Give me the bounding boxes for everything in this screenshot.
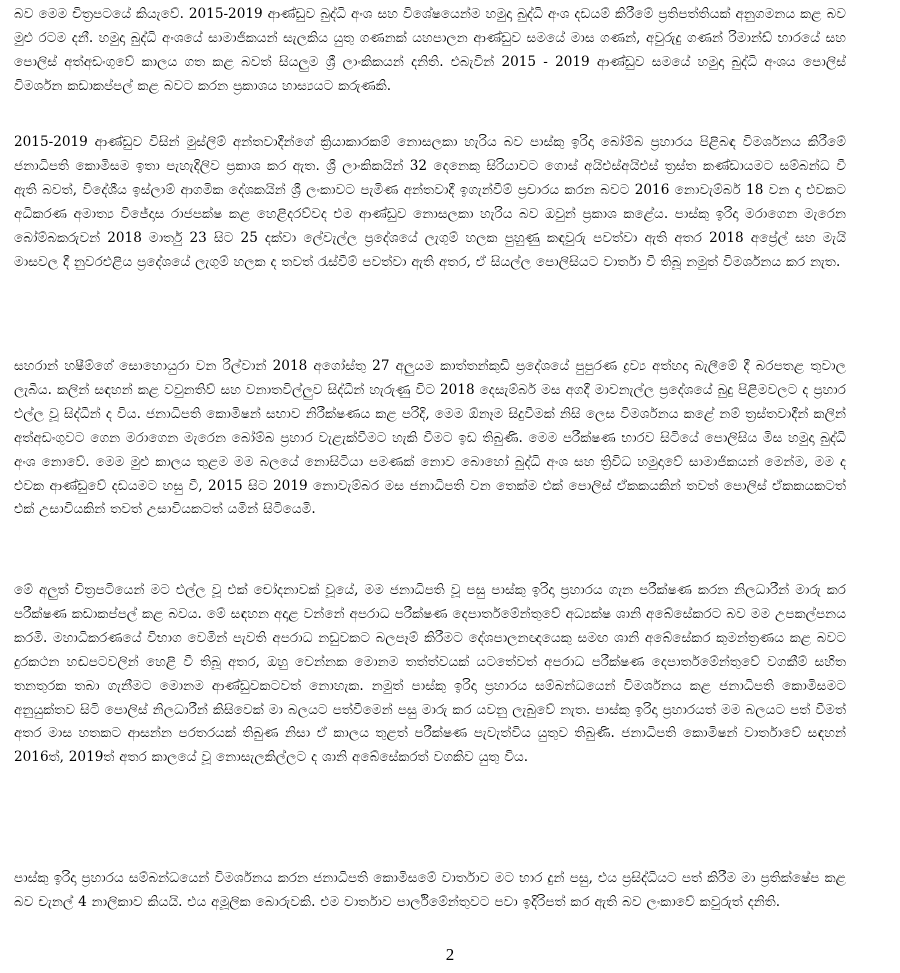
paragraph-3: සහරාන් හෂීම්ගේ සොහොයුරා වන රිල්වාන් 2018 අගෝස්තු 27 අලුයම කාත්තන්කුඩි ප්‍රදේශයේ පුපුරණ ද්‍රව්‍ය අත්හදා බැලීමේ දී බරපතළ තුවාල ලැබීය. කලින් සඳහන් කළ වවුනතිව් සහ වනාතවිල්ලුව සිද්ධීන් හැරුණු විට 2018 දෙසැම්බර් මස අගදී මාවනැල්ල ප්‍රදේශයේ බුදු පිළිමවලට ද ප්‍රහාර එල්ල වූ සිද්ධීන් ද විය. ජනාධිපති කොමිෂන් සභාව නිරීක්ෂණය කළ පරිදි, මෙම ඕනෑම සිදුවීමක් නිසි ලෙස විමර්ශනය කළේ නම් ත්‍රස්තවාදීන් කලින් අත්අඩංගුවට ගෙන මරාගෙන මැරෙන බෝම්බ ප්‍රහාර වැළැක්වීමට හැකි වීමට ඉඩ තිබුණි. මෙම පරීක්ෂණ භාරව සිටියේ පොලිසිය මිස හමුදා බුද්ධි අංශ නොවේ. මෙම මුළු කාලය තුළම මම බලයේ නොසිටියා පමණක් නොව බොහෝ බුද්ධි අංශ සහ ත්‍රිවිධ හමුදාවේ සාමාජිකයන් මෙන්ම, මම ද එවක ආණ්ඩුවේ දඩයමට හසු වී, 2015 සිට 2019 නොවැම්බර මස ජනාධිපති වන තෙක්ම එක් පොලිස් ඒකකයකින් තවත් පොලිස් ඒකකයකටත් එක් උසාවියකින් තවත් උසාවියකටත් යමින් සිටියෙමි. [14,358,846,518]
paragraph-5: පාස්කු ඉරිදා ප්‍රහාරය සම්බන්ධයෙන් විමර්ශනය කරන ජනාධිපති කොමිසමේ වාර්තාව මට භාර දුන් පසු, එය ප්‍රසිද්ධියට පත් කිරීම මා ප්‍රතික්ෂේප කළ බව චැනල් 4 නාලිකාව කියයි. එය අමූලික බොරුවකි. එම වාර්තාව පාර්ලිමේන්තුවට පවා ඉදිරිපත් කර ඇති බව ලංකාවේ කවුරුත් දනිති. [14,870,846,910]
paragraph-4: මේ අලුත් චිත්‍රපටියෙන් මට එල්ල වූ එක් චෝදනාවක් වූයේ, මම ජනාධිපති වූ පසු පාස්කු ඉරිදා ප්‍රහාරය ගැන පරීක්ෂණ කරන නිලධාරීන් මාරු කර පරීක්ෂණ කඩාකප්පල් කළ බවය. මේ සඳහන අදාළ වන්නේ අපරාධ පරීක්ෂණ දෙපාර්තමේන්තුවේ අධ්‍යක්ෂ ශානි අබේසේකරට බව මම උපකල්පනය කරමි. මහාධිකරණයේ විභාග වෙමින් පැවති අපරාධ නඩුවකට බලපෑම් කිරීමට දේශපාලනඥයෙකු සමඟ ශානි අබේසේකර කුමන්ත්‍රණය කළ බවට දුරකථන හඬපටවලින් හෙළි වී තිබූ අතර, ඔහු වෙන්නක මොනම තත්ත්වයක් යටතේවත් අපරාධ පරීක්ෂණ දෙපාර්තමේන්තුවේ වගකීම් සහිත තනතුරක තබා ගැනීමට මොනම ආණ්ඩුවකටවත් නොහැක. නමුත් පාස්කු ඉරිදා ප්‍රහාරය සම්බන්ධයෙන් විමර්ශනය කළ ජනාධිපති කොමිසමට අනුයුක්තව සිටි පොලිස් නිලධාරීන් කිසිවෙක් මා බලයට පත්වීමෙන් පසු මාරු කර යවනු ලැබුවේ නැත. පාස්කු ඉරිදා ප්‍රහාරයත් මම බලයට පත් වීමත් අතර මාස හතකට ආසන්න පරතරයක් තිබුණ නිසා ඒ කාලය තුළත් පරීක්ෂණ පැවැත්විය යුතුව තිබුණි. ජනාධිපති කොමිෂන් වාර්තාවේ සඳහන් 2016ත්, 2019ත් අතර කාලයේ වූ නොසැලකිල්ලට ද ශානි අබේසේකරත් වගකිව යුතු විය. [14,582,846,766]
paragraph-1: බව මෙම චිත්‍රපටයේ කියැවේ. 2015-2019 ආණ්ඩුව බුද්ධි අංශ සහ විශේෂයෙන්ම හමුදා බුද්ධි අංශ දඩයම් කිරීමේ ප්‍රතිපත්තියක් අනුගමනය කළ බව මුළු රටම දනී. හමුදා බුද්ධි අංශයේ සාමාජිකයන් සැලකිය යුතු ගණනක් යහපාලන ආණ්ඩුව සමයේ මාස ගණන්, අවුරුදු ගණන් රිමාන්ඩ් භාරයේ සහ පොලිස් අත්අඩංගුවේ කාලය ගත කළ බවත් සියලුම ශ්‍රී ලාංකිකයන් දනිති. එබැවින් 2015 - 2019 ආණ්ඩුව සමයේ හමුදා බුද්ධි අංශය පොලිස් විමර්ශන කඩාකප්පල් කළ බවට කරන ප්‍රකාශය හාස්‍යයට කරුණකි. [14,6,846,94]
page-number: 2 [445,945,455,964]
paragraph-2: 2015-2019 ආණ්ඩුව විසින් මුස්ලිම් අන්තවාදීන්ගේ ක්‍රියාකාරකම් නොසලකා හැරිය බව පාස්කු ඉරිදා බෝම්බ ප්‍රහාරය පිළිබඳ විමර්ශනය කිරීමේ ජනාධිපති කොමිසම ඉතා පැහැදිලිව ප්‍රකාශ කර ඇත. ශ්‍රී ලාංකිකයින් 32 දෙනෙකු සිරියාවට ගොස් අයිඑස්අයිඑස් ත්‍රස්ත කණ්ඩායමට සම්බන්ධ වී ඇති බවත්, විදේශීය ඉස්ලාම් ආගමික දේශකයින් ශ්‍රී ලංකාවට පැමිණ අන්තවාදී ඉගැන්වීම් ප්‍රචාරය කරන බවට 2016 නොවැම්බර් 18 වන දා එවකට අධිකරණ අමාත්‍ය විජේදාස රාජපක්ෂ කළ හෙළිදරව්වද එම ආණ්ඩුව නොසලකා හැරිය බව ඔවුන් ප්‍රකාශ කළේය. පාස්කු ඉරිදා මරාගෙන මැරෙන බෝම්බකරුවන් 2018 මාර්තු 23 සිට 25 දක්වා ලේවැල්ල ප්‍රදේශයේ ලැගුම් හලක පුහුණු කඳවුරු පවත්වා ඇති අතර 2018 අප්‍රේල් සහ මැයි මාසවල දී නුවරඑළිය ප්‍රදේශයේ ලැගුම් හලක ද තවත් රැස්වීම් පවත්වා ඇති අතර, ඒ සියල්ල පොලිසියට වාර්තා වී තිබූ නමුත් විමර්ශනය කර නැත. [14,134,846,270]
